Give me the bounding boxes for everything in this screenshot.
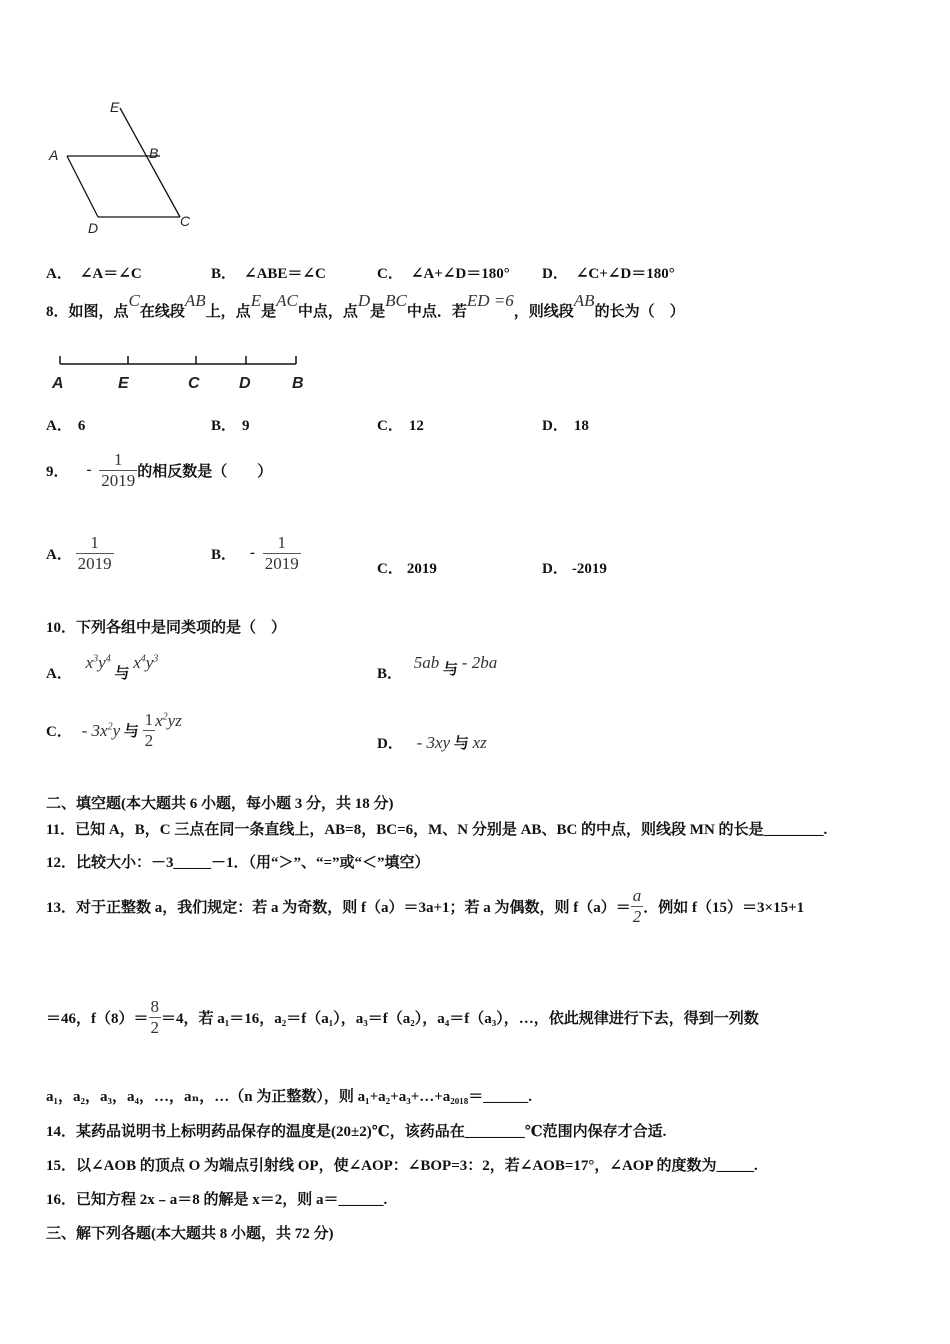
label-c: C	[180, 213, 191, 229]
seg-label-b: B	[292, 375, 304, 392]
q7-option-c: C． ∠A+∠D＝180°	[377, 266, 510, 282]
q8-option-c: C． 12	[377, 418, 424, 434]
q9-option-d: D． -2019	[542, 561, 607, 577]
segment-figure	[44, 352, 324, 397]
section-3-heading: 三、解下列各题(本大题共 8 小题，共 72 分)	[46, 1226, 334, 1242]
q14: 14．某药品说明书上标明药品保存的温度是(20±2)℃，该药品在________℃范围内保存才合适.	[46, 1124, 667, 1140]
q16: 16．已知方程 2x﹣a＝8 的解是 x＝2，则 a＝______.	[46, 1192, 388, 1208]
label-a: A	[49, 147, 59, 163]
q7-option-b: B． ∠ABE＝∠C	[211, 266, 326, 282]
label-b: B	[149, 145, 159, 161]
q13-line3: a₁，a₂，a₃，a₄，…，aₙ，…（n 为正整数），则 a₁+a₂+a₃+…+a₂₀₁₈＝______.	[46, 1089, 533, 1105]
parallelogram-figure	[40, 96, 210, 241]
label-e: E	[110, 99, 120, 115]
q10-stem: 10．下列各组中是同类项的是（ ）	[46, 620, 287, 636]
q8-option-b: B． 9	[211, 418, 250, 434]
q8-option-a: A． 6	[46, 418, 86, 434]
q8-option-d: D． 18	[542, 418, 589, 434]
q7-option-d: D． ∠C+∠D＝180°	[542, 266, 675, 282]
q10-option-d: D． - 3xy 与 xz	[377, 733, 487, 752]
q10-option-a: A． $x^3y^4$ 与 $x^4y^3$	[46, 653, 159, 682]
seg-label-a: A	[52, 375, 64, 392]
label-d: D	[88, 220, 99, 236]
q9-option-c: C． 2019	[377, 561, 437, 577]
seg-label-e: E	[118, 375, 129, 392]
q10-option-c: C． - $3x^2y$ 与 $\frac{1}{2}$ $x^2yz$	[46, 710, 182, 750]
q13-line1: 13．对于正整数 a，我们规定：若 a 为奇数，则 f（a）＝3a+1；若 a 为偶数，则 f（a）＝ $\frac{a}{2}$ ．例如 f（15）＝3×15+1	[46, 886, 805, 926]
q9-option-a: A． $\frac{1}{2019}$	[46, 533, 112, 573]
q9-numerator: 1	[99, 450, 137, 471]
q13-line2: ＝46，f（8）＝ $\frac{8}{2}$ ＝4，若 a₁＝16，a₂＝f（a₁），a₃＝f（a₂），a₄＝f（a₃），…，依此规律进行下去，得到一列数	[46, 997, 759, 1037]
q9-option-b: B． - $\frac{1}{2019}$	[211, 533, 299, 573]
section-2-heading: 二、填空题(本大题共 6 小题，每小题 3 分，共 18 分)	[46, 796, 394, 812]
q8-stem: 8．如图，点C在线段AB上，点E是AC中点，点D是BC中点．若ED =6，则线段AB的长为（ ）	[46, 291, 685, 320]
q15: 15．以∠AOB 的顶点 O 为端点引射线 OP，使∠AOP：∠BOP=3：2，若∠AOB=17°，∠AOP 的度数为_____.	[46, 1158, 758, 1174]
q9-denominator: 2019	[101, 471, 136, 490]
q11: 11．已知 A，B，C 三点在同一条直线上，AB=8，BC=6，M、N 分别是 AB、BC 的中点，则线段 MN 的长是________.	[46, 822, 828, 838]
q12: 12．比较大小：－3_____－1．（用“＞”、“=”或“＜”填空）	[46, 855, 430, 871]
q10-option-b: B． 5ab 与 - 2ba	[377, 653, 498, 682]
seg-label-c: C	[188, 375, 200, 392]
q9-stem: 9． - $\frac{1}{2019}$ 的相反数是（ ）	[46, 450, 273, 490]
seg-label-d: D	[239, 375, 251, 392]
q7-option-a: A． ∠A＝∠C	[46, 266, 142, 282]
